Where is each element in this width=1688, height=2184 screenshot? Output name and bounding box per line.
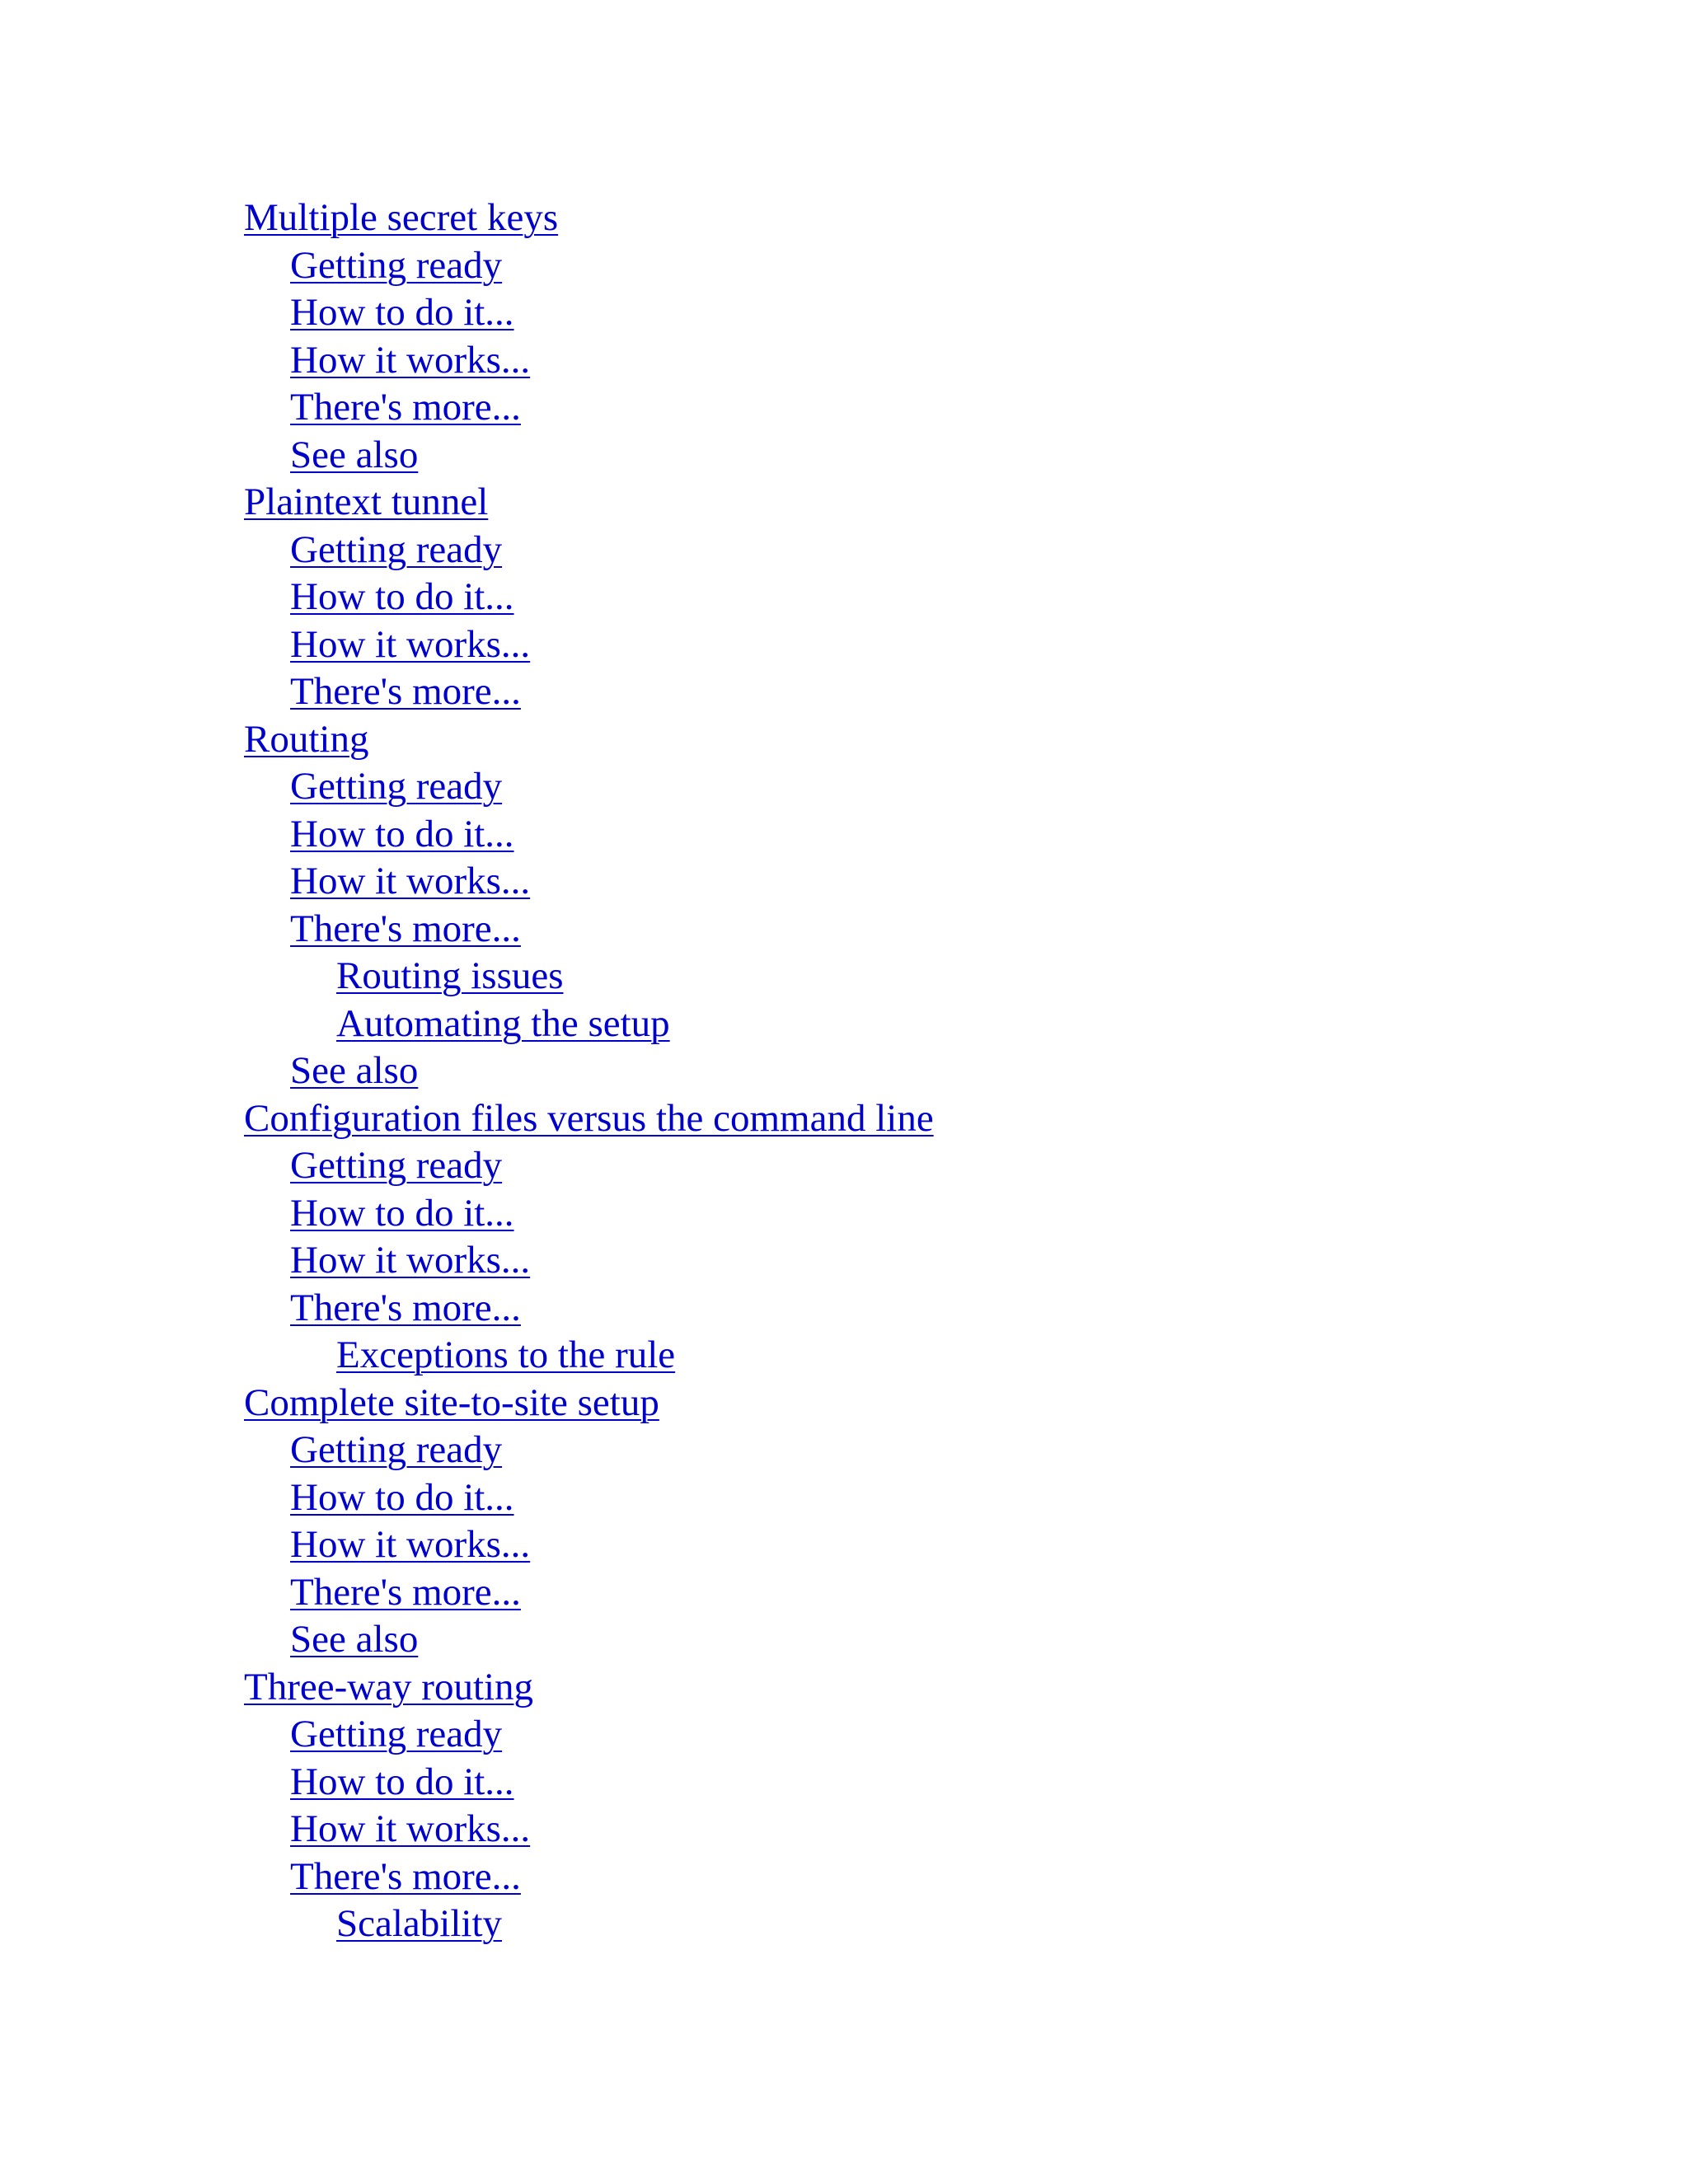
toc-link[interactable]: Automating the setup — [336, 1001, 670, 1045]
toc-entry — [244, 289, 934, 337]
toc-entry — [244, 574, 934, 621]
toc-entry — [244, 1474, 934, 1522]
toc-link[interactable]: There's more... — [290, 1570, 521, 1614]
toc-entry — [244, 763, 934, 811]
toc-link[interactable]: Getting ready — [290, 1713, 503, 1755]
toc-entry — [244, 1380, 934, 1427]
toc-link[interactable]: Plaintext tunnel — [244, 480, 489, 523]
toc-link[interactable]: Getting ready — [290, 1144, 503, 1187]
toc-link[interactable]: There's more... — [290, 1854, 521, 1898]
toc-link[interactable]: Configuration files versus the command line — [244, 1096, 934, 1140]
toc-entry — [244, 242, 934, 290]
toc-entry — [244, 1142, 934, 1190]
toc-entry — [244, 1806, 934, 1854]
toc-link[interactable]: Getting ready — [290, 1428, 503, 1471]
toc-entry — [244, 1237, 934, 1285]
toc-entry — [244, 432, 934, 480]
toc-entry — [244, 716, 934, 764]
toc-link[interactable]: Scalability — [336, 1902, 503, 1945]
toc-link[interactable]: There's more... — [290, 1286, 521, 1329]
toc-link[interactable]: How it works... — [290, 338, 531, 382]
toc-entry — [244, 337, 934, 385]
toc-link[interactable]: There's more... — [290, 907, 521, 950]
toc-link[interactable]: How to do it... — [290, 812, 514, 855]
toc-entry — [244, 1190, 934, 1238]
toc-entry — [244, 1332, 934, 1380]
toc-link[interactable]: See also — [290, 433, 419, 476]
toc-link[interactable]: Routing issues — [336, 954, 564, 997]
toc-entry — [244, 1001, 934, 1048]
toc-link[interactable]: Getting ready — [290, 765, 503, 808]
toc-entry — [244, 621, 934, 669]
toc-entry — [244, 1664, 934, 1712]
toc-link[interactable]: Complete site-to-site setup — [244, 1380, 659, 1424]
toc-link[interactable]: How to do it... — [290, 1760, 514, 1803]
toc-entry — [244, 668, 934, 716]
toc-link[interactable]: Three-way routing — [244, 1665, 534, 1708]
toc-link[interactable]: How to do it... — [290, 1475, 514, 1519]
toc-link[interactable]: Routing — [244, 717, 369, 761]
toc-entry — [244, 811, 934, 859]
toc-entry — [244, 479, 934, 527]
toc-entry — [244, 1854, 934, 1901]
toc-entry — [244, 384, 934, 432]
toc-entry — [244, 953, 934, 1001]
toc-link[interactable]: How it works... — [290, 860, 531, 902]
toc-entry — [244, 1285, 934, 1333]
toc-link[interactable]: How it works... — [290, 622, 531, 666]
toc-link[interactable]: How to do it... — [290, 1191, 514, 1235]
toc-link[interactable]: There's more... — [290, 670, 521, 713]
toc-entry — [244, 194, 934, 242]
toc-link[interactable]: There's more... — [290, 386, 521, 429]
toc-entry — [244, 1759, 934, 1807]
toc-entry — [244, 1616, 934, 1664]
toc-link[interactable]: Multiple secret keys — [244, 196, 559, 239]
toc-entry — [244, 906, 934, 954]
toc-entry — [244, 1900, 934, 1948]
toc-link[interactable]: Exceptions to the rule — [336, 1333, 676, 1376]
toc-link[interactable]: How it works... — [290, 1523, 531, 1566]
toc-entry — [244, 1711, 934, 1759]
toc-entry — [244, 1569, 934, 1617]
toc-entry — [244, 1427, 934, 1474]
toc-link[interactable]: Getting ready — [290, 243, 503, 287]
toc-entry — [244, 527, 934, 574]
toc-entry — [244, 1521, 934, 1569]
toc-link[interactable]: See also — [290, 1618, 419, 1661]
toc-entry — [244, 1047, 934, 1095]
table-of-contents — [244, 194, 934, 1948]
toc-entry — [244, 858, 934, 906]
toc-link[interactable]: How to do it... — [290, 575, 514, 618]
toc-link[interactable]: How it works... — [290, 1807, 531, 1850]
toc-link[interactable]: How it works... — [290, 1239, 531, 1282]
toc-entry — [244, 1095, 934, 1143]
toc-link[interactable]: See also — [290, 1049, 419, 1092]
toc-link[interactable]: How to do it... — [290, 291, 514, 334]
toc-link[interactable]: Getting ready — [290, 527, 503, 571]
